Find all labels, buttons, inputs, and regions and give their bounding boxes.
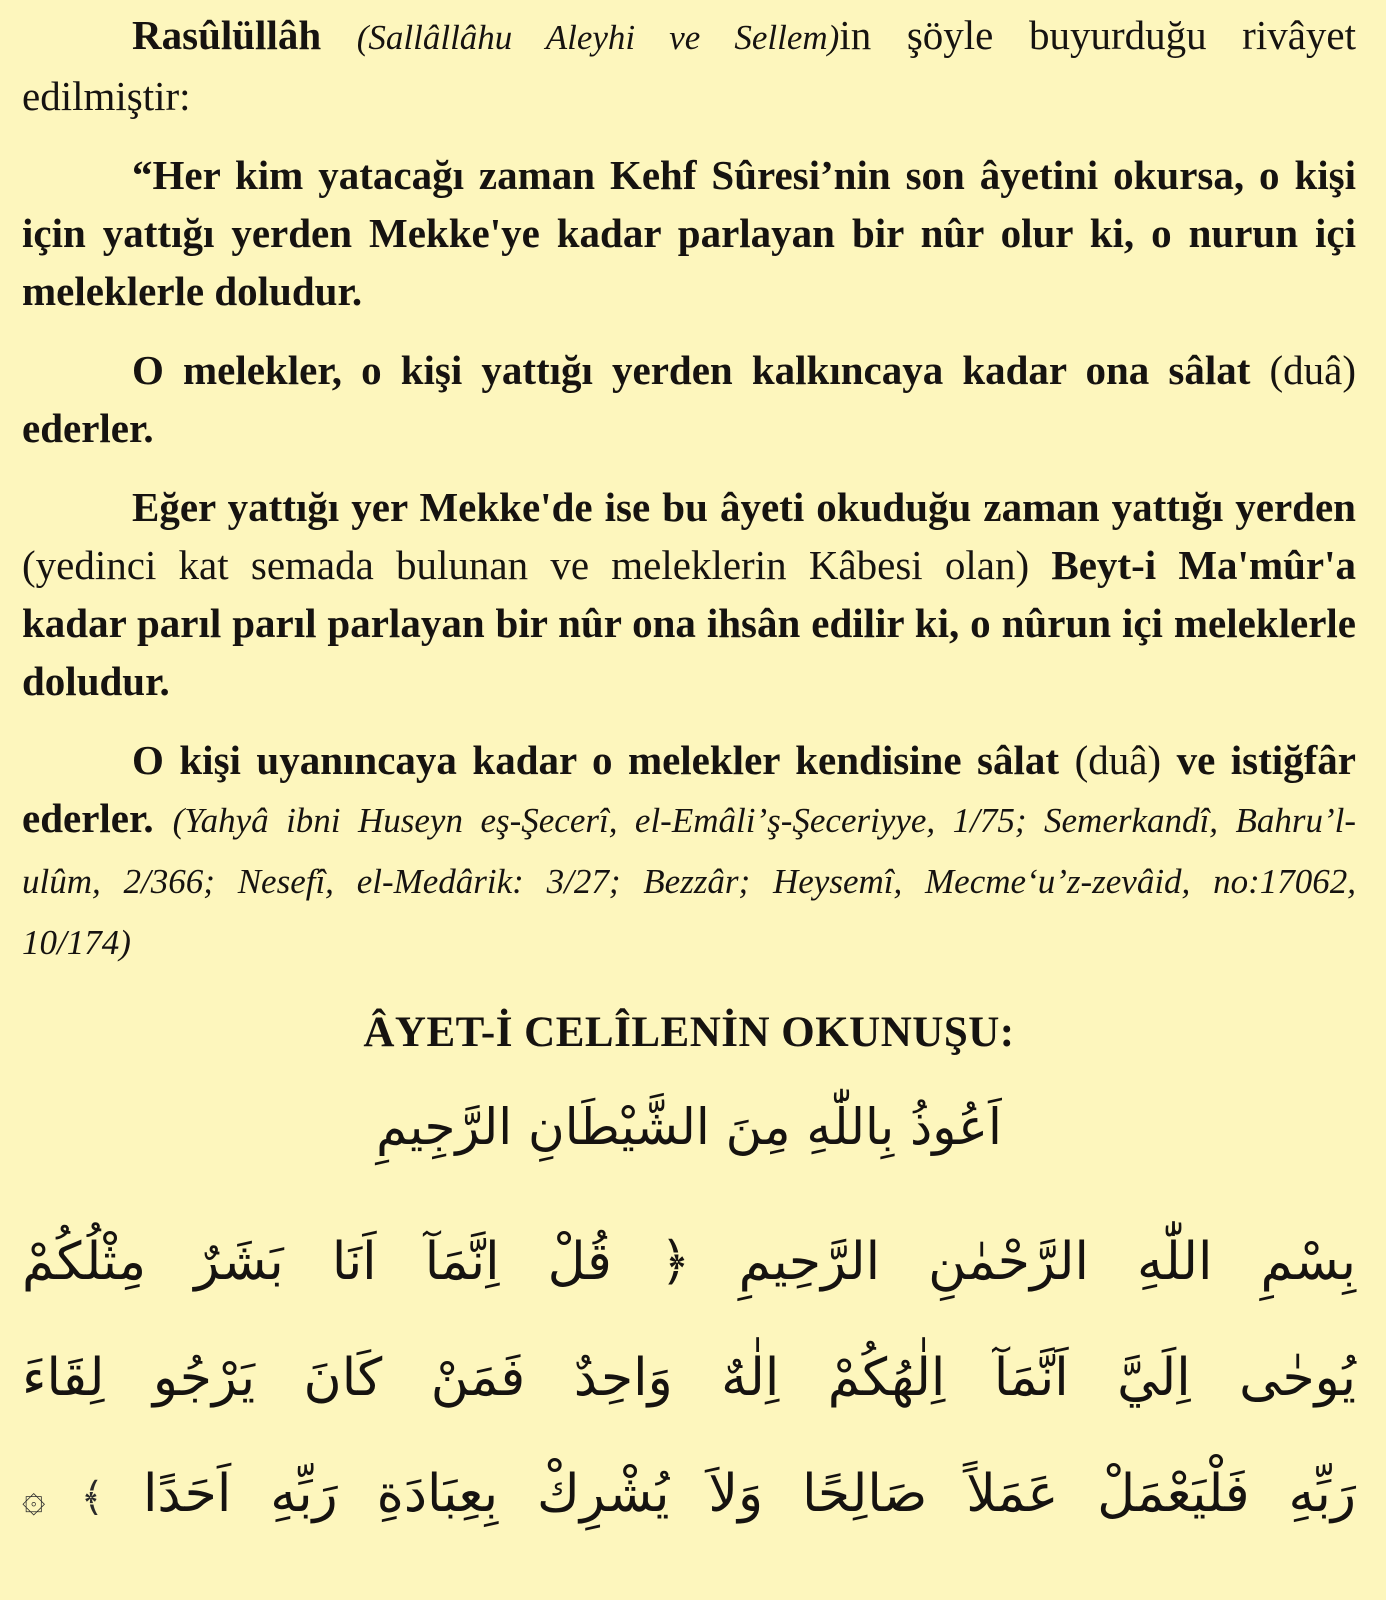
arabic-eudhu: اَعُوذُ بِاللّٰهِ مِنَ الشَّيْطَانِ الرَّجِيمِ xyxy=(376,1098,1002,1156)
hadith-4-paren: (duâ) xyxy=(1074,737,1162,783)
hadith-2-text: O melekler, o kişi yattığı yerden kalkıncaya kadar ona sâlat xyxy=(132,347,1251,393)
paragraph-hadith-2 xyxy=(22,341,1356,457)
ayah-line-1: بِسْمِ اللّٰهِ الرَّحْمٰنِ الرَّحِيمِ ﴿ قُلْ اِنَّمَآ اَنَا بَشَرٌ مِثْلُكُمْ xyxy=(22,1232,1356,1292)
ayah-block xyxy=(22,1204,1356,1556)
hadith-4-text: O kişi uyanıncaya kadar o melekler kendisine sâlat xyxy=(132,737,1060,783)
hadith-2-paren: (duâ) xyxy=(1269,347,1357,393)
section-heading: ÂYET-İ CELÎLENİN OKUNUŞU: xyxy=(363,1009,1015,1056)
hadith-2-end: ederler. xyxy=(22,405,154,451)
ayah-line-3 xyxy=(22,1436,1356,1556)
paragraph-hadith-3 xyxy=(22,478,1356,710)
paragraph-intro xyxy=(22,6,1356,125)
ayah-line-3-text: رَبِّهِ فَلْيَعْمَلْ عَمَلاً صَالِحًا وَلاَ يُشْرِكْ بِعِبَادَةِ رَبِّهِ اَحَدًا xyxy=(142,1464,1356,1524)
hadith-3-paren: (yedinci kat semada bulunan ve meleklerin Kâbesi olan) xyxy=(22,542,1030,588)
source-reference: (Yahyâ ibni Huseyn eş-Şecerî, el-Emâli’ş-Şeceriyye, 1/75; Semerkandî, Bahru’l-ulûm, 2/366; Nesefî, el-Medârik: 3/27; Bezzâr; Heysemî, Mecme‘u’z-zevâid, no:17062, 10/174) xyxy=(22,801,1356,962)
honorific: (Sallâllâhu Aleyhi ve Sellem) xyxy=(356,18,840,57)
hadith-3-end: Beyt-i Ma'mûr'a kadar parıl parıl parlayan bir nûr ona ihsân edilir ki, o nûrun içi meleklerle doludur. xyxy=(22,542,1356,704)
prophet-name: Rasûlüllâh xyxy=(132,12,322,58)
hadith-3-text: Eğer yattığı yer Mekke'de ise bu âyeti okuduğu zaman yattığı yerden xyxy=(132,484,1356,530)
ayah-line-2: يُوحٰى اِلَيَّ اَنَّمَآ اِلٰهُكُمْ اِلٰهٌ وَاحِدٌ فَمَنْ كَانَ يَرْجُو لِقَاءَ xyxy=(22,1348,1356,1408)
ayah-end-ornament-icon: ﴾ ۞ xyxy=(22,1475,104,1521)
paragraph-hadith-4 xyxy=(22,731,1356,972)
hadith-4-end: ve istiğfâr ederler. xyxy=(22,737,1357,841)
intro-text: in şöyle buyurduğu rivâyet edilmiştir: xyxy=(22,12,1357,119)
paragraph-hadith-1: “Her kim yatacağı zaman Kehf Sûresi’nin son âyetini okursa, o kişi için yattığı yerden Mekke'ye kadar parlayan bir nûr olur ki, o nurun içi meleklerle doludur. xyxy=(22,152,1356,314)
